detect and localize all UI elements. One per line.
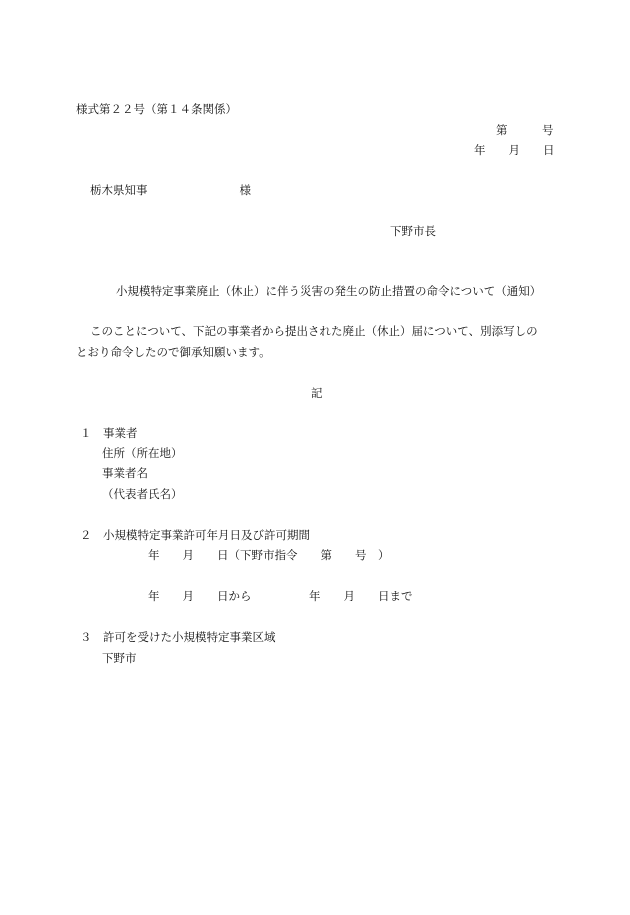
item1-name: 事業者名 — [102, 466, 148, 480]
form-number: 様式第２２号（第１４条関係） — [76, 102, 237, 116]
addressee: 栃木県知事 様 — [90, 183, 251, 197]
item3-area: 下野市 — [102, 651, 137, 665]
item1-representative: （代表者氏名） — [102, 487, 183, 501]
body-line-2: とおり命令したので御承知願います。 — [76, 345, 271, 359]
item2-period: 年 月 日から 年 月 日まで — [148, 589, 413, 603]
sender: 下野市長 — [390, 224, 436, 238]
item2-heading: ２ 小規模特定事業許可年月日及び許可期間 — [80, 528, 310, 542]
item3-heading: ３ 許可を受けた小規模特定事業区域 — [80, 630, 276, 644]
ki-heading: 記 — [311, 386, 323, 400]
item1-heading: １ 事業者 — [80, 426, 138, 440]
document-number: 第 号 — [496, 123, 554, 137]
document-date: 年 月 日 — [474, 143, 555, 157]
body-line-1: このことについて、下記の事業者から提出された廃止（休止）届について、別添写しの — [90, 324, 538, 338]
item1-address: 住所（所在地） — [102, 446, 183, 460]
subject: 小規模特定事業廃止（休止）に伴う災害の発生の防止措置の命令について（通知） — [116, 284, 542, 298]
item2-permit-date: 年 月 日（下野市指令 第 号 ） — [148, 548, 390, 562]
